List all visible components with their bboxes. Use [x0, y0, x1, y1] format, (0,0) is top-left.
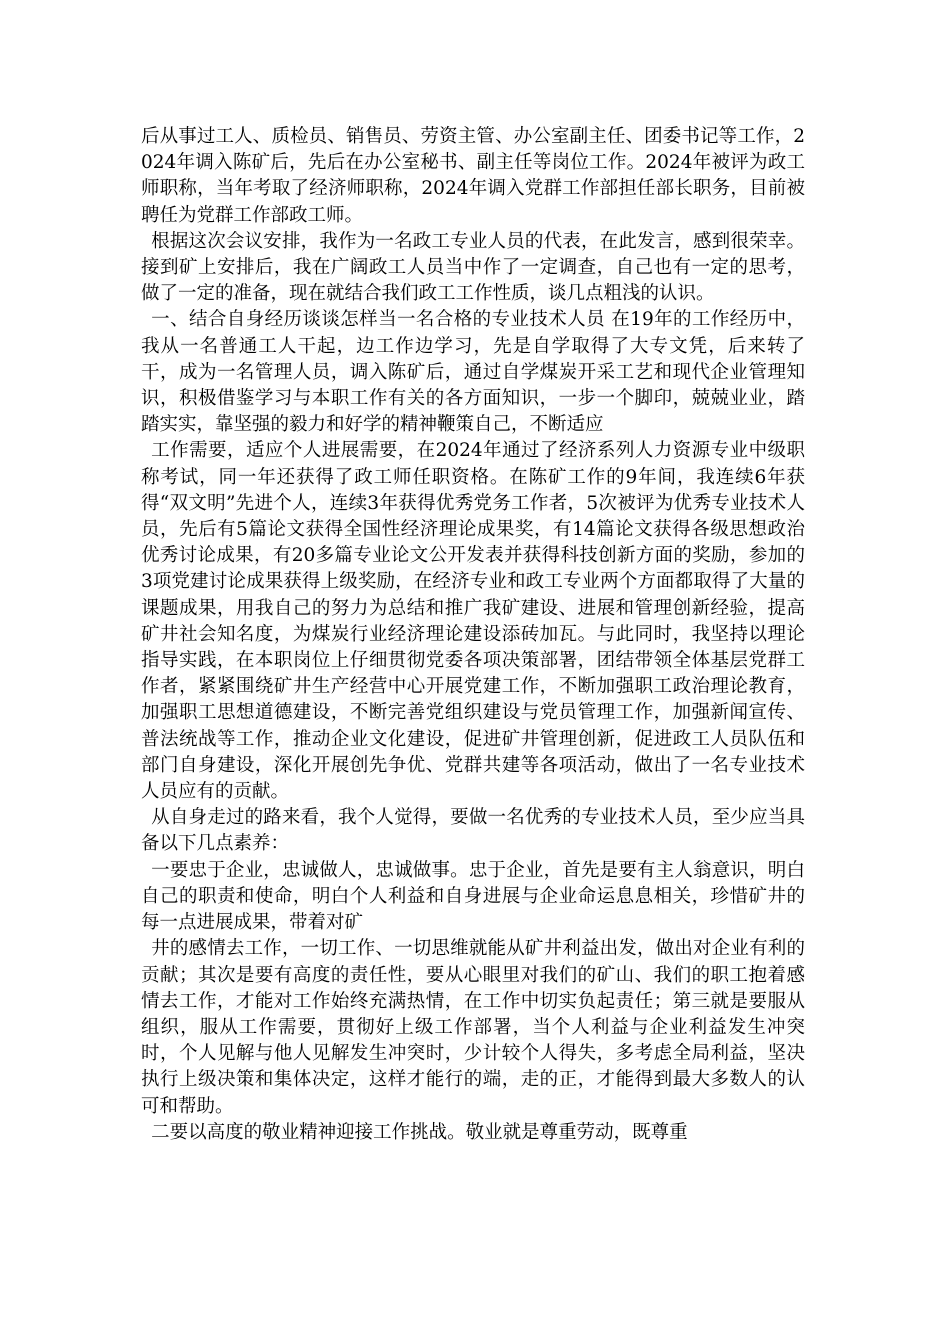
paragraph-2: 根据这次会议安排，我作为一名政工专业人员的代表，在此发言，感到很荣幸。接到矿上安排后，我在广阔政工人员当中作了一定调查，自己也有一定的思考，做了一定的准备，现在就结合我们政工工作性质，谈几点粗浅的认识。: [141, 230, 805, 305]
document-page: [141, 124, 805, 1146]
paragraph-5: 从自身走过的路来看，我个人觉得，要做一名优秀的专业技术人员，至少应当具备以下几点素养：: [141, 807, 805, 855]
paragraph-6: 一要忠于企业，忠诚做人，忠诚做事。忠于企业，首先是要有主人翁意识，明白自己的职责和使命，明白个人利益和自身进展与企业命运息息相关，珍惜矿井的每一点进展成果，带着对矿: [141, 859, 805, 934]
paragraph-4: 工作需要，适应个人进展需要，在2024年通过了经济系列人力资源专业中级职称考试，同一年还获得了政工师任职资格。在陈矿工作的9年间，我连续6年获得“双文明”先进个人，连续3年获得优秀党务工作者，5次被评为优秀专业技术人员，先后有5篇论文获得全国性经济理论成果奖，有14篇论文获得各级思想政治优秀讨论成果，有20多篇专业论文公开发表并获得科技创新方面的奖励，参加的3项党建讨论成果获得上级奖励，在经济专业和政工专业两个方面都取得了大量的课题成果，用我自己的努力为总结和推广我矿建设、进展和管理创新经验，提高矿井社会知名度，为煤炭行业经济理论建设添砖加瓦。与此同时，我坚持以理论指导实践，在本职岗位上仔细贯彻党委各项决策部署，团结带领全体基层党群工作者，紧紧围绕矿井生产经营中心开展党建工作，不断加强职工政治理论教育，加强职工思想道德建设，不断完善党组织建设与党员管理工作，加强新闻宣传、普法统战等工作，推动企业文化建设，促进矿井管理创新，促进政工人员队伍和部门自身建设，深化开展创先争优、党群共建等各项活动，做出了一名专业技术人员应有的贡献。: [141, 440, 805, 803]
paragraph-1: 后从事过工人、质检员、销售员、劳资主管、办公室副主任、团委书记等工作，2024年调入陈矿后，先后在办公室秘书、副主任等岗位工作。2024年被评为政工师职称，当年考取了经济师职称，2024年调入党群工作部担任部长职务，目前被聘任为党群工作部政工师。: [141, 126, 805, 226]
paragraph-3: 一、结合自身经历谈谈怎样当一名合格的专业技术人员 在19年的工作经历中，我从一名普通工人干起，边工作边学习，先是自学取得了大专文凭，后来转了干，成为一名管理人员，调入陈矿后，通过自学煤炭开采工艺和现代企业管理知识，积极借鉴学习与本职工作有关的各方面知识，一步一个脚印，兢兢业业，踏踏实实，靠坚强的毅力和好学的精神鞭策自己，不断适应: [141, 309, 805, 436]
paragraph-7: 井的感情去工作，一切工作、一切思维就能从矿井利益出发，做出对企业有利的贡献；其次是要有高度的责任性，要从心眼里对我们的矿山、我们的职工抱着感情去工作，才能对工作始终充满热情，在工作中切实负起责任；第三就是要服从组织，服从工作需要，贯彻好上级工作部署，当个人利益与企业利益发生冲突时，个人见解与他人见解发生冲突时，少计较个人得失，多考虑全局利益，坚决执行上级决策和集体决定，这样才能行的端，走的正，才能得到最大多数人的认可和帮助。: [141, 938, 805, 1117]
paragraph-8: 二要以高度的敬业精神迎接工作挑战。敬业就是尊重劳动，既尊重: [151, 1121, 688, 1143]
